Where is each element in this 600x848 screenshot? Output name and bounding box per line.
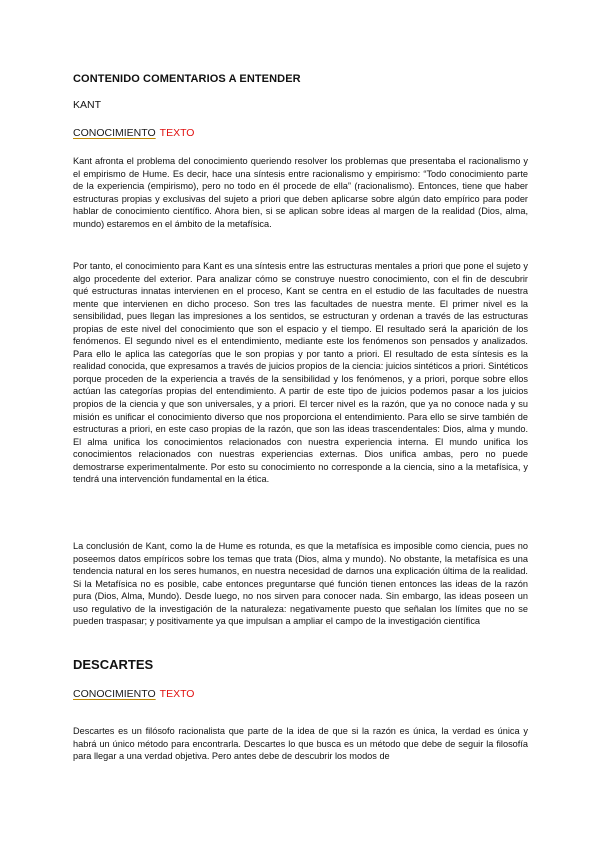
kant-paragraph-1: Kant afronta el problema del conocimiento queriendo resolver los problemas que presentaba el racionalismo y el empirismo de Hume. Es decir, hace una síntesis entre racionalismo y empirismo: “Todo conocimiento parte de la experiencia (empirismo), pero no todo en él procede de ella” (racionalismo). Entonces, tiene que haber estructuras propias y exclusivas del sujeto a priori que deben aplicarse sobre algún dato empírico para poder hablar de conocimiento científico. Ahora bien, si se aplican sobre ideas al margen de la realidad (Dios, alma, mundo) estaremos en el ámbito de la metafísica.	[73, 156, 528, 229]
document-title: CONTENIDO COMENTARIOS A ENTENDER	[73, 73, 301, 85]
section-heading-descartes: DESCARTES	[73, 657, 154, 672]
descartes-paragraph-1: Descartes es un filósofo racionalista que parte de la idea de que si la razón es única, la verdad es única y habrá un único método para encontrarla. Descartes lo que busca es un método que debe de seguir la filosofía para llegar a una verdad objetiva. Pero antes debe de descubrir los modos de	[73, 726, 528, 762]
link-texto-descartes[interactable]: TEXTO	[159, 688, 195, 700]
link-conocimiento-descartes[interactable]: CONOCIMIENTO	[73, 688, 156, 700]
link-conocimiento-kant[interactable]: CONOCIMIENTO	[73, 127, 156, 139]
kant-paragraph-3: La conclusión de Kant, como la de Hume es rotunda, es que la metafísica es imposible como ciencia, pues no poseemos datos empíricos sobre los temas que trata (Dios, alma y mundo). No obstante, la metafísica es una tendencia natural en los seres humanos, en nuestra necesidad de darnos una explicación última de la realidad. Si la Metafísica no es posible, cabe entonces preguntarse qué función tienen entonces las ideas de la razón pura (Dios, Alma, Mundo). Desde luego, no nos sirven para conocer nada. Sin embargo, las ideas poseen un uso regulativo de la investigación de la naturaleza: negativamente puesto que señalan los límites que no se pueden traspasar; y positivamente ya que impulsan a ampliar el campo de la investigación científica	[73, 541, 528, 627]
kant-links	[73, 127, 528, 139]
descartes-links	[73, 688, 528, 700]
link-texto-kant[interactable]: TEXTO	[159, 127, 195, 139]
section-heading-kant: KANT	[73, 99, 102, 111]
kant-paragraph-2: Por tanto, el conocimiento para Kant es una síntesis entre las estructuras mentales a priori que pone el sujeto y algo procedente del exterior. Para analizar cómo se construye nuestro conocimiento, con el fin de descubrir qué estructuras innatas intervienen en el proceso, Kant se centra en el estudio de las facultades de nuestra mente que intervienen en dicho proceso. Son tres las facultades de nuestra mente. El primer nivel es la sensibilidad, pues llegan las impresiones a los sentidos, se estructuran y ordenan a través de las estructuras propias de este nivel del conocimiento que son el espacio y el tiempo. El resultado será la aparición de los fenómenos. El segundo nivel es el entendimiento, mediante este los fenómenos son pensados y analizados. Para ello le aplica las categorías que le son propias y por tanto a priori. El resultado de esta síntesis es la realidad conocida, que expresamos a través de juicios propios de la ciencia: juicios sintéticos a priori. Sintéticos porque proceden de la experiencia a través de la sensibilidad y los fenómenos, y a priori, porque sobre ellos actúan las categorías propias del entendimiento. A partir de este tipo de juicios podemos pasar a los juicios propios de la ciencia y que son universales, y a priori. El tercer nivel es la razón, que ya no conoce nada y su misión es unificar el conocimiento diverso que nos proporciona el entendimiento. Para ello se sirve también de estructuras a priori, en este caso propias de la razón, que son las ideas trascendentales: Dios, alma y mundo. El alma unifica los conocimientos relacionados con nuestra experiencia interna. El mundo unifica los conocimientos relacionados con nuestras experiencias externas. Dios unifica ambas, pero no puede demostrarse experimentalmente. Por esto su conocimiento no corresponde a la ciencia, sino a la metafísica, y tendrá una intervención fundamental en la ética.	[73, 261, 528, 485]
